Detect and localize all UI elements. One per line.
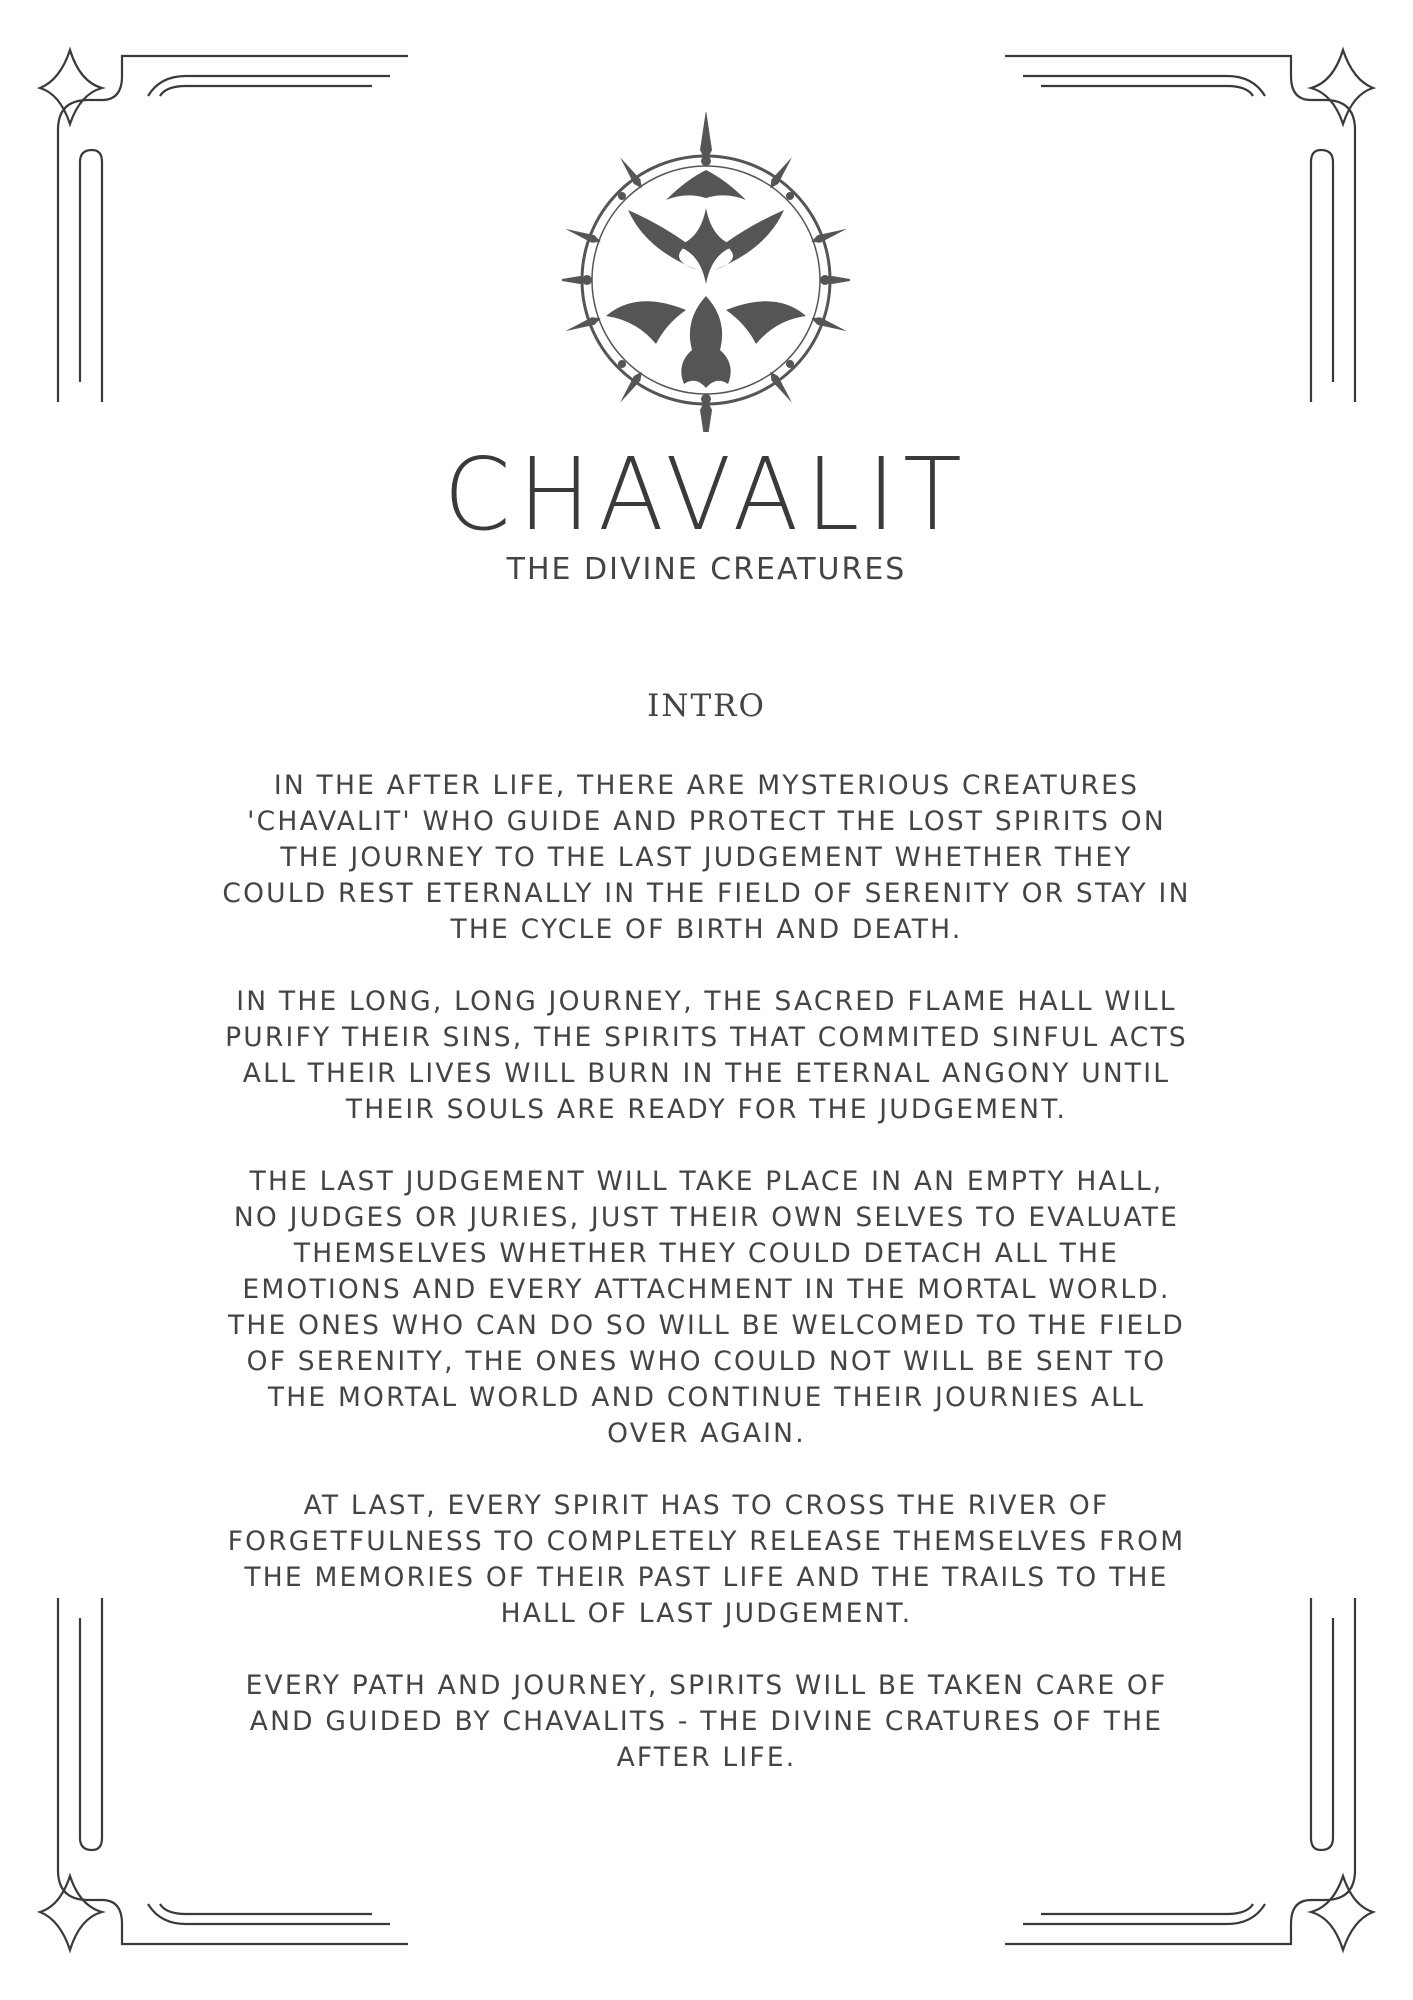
text-line: AND GUIDED BY CHAVALITS - THE DIVINE CRATURES OF THE <box>249 1706 1164 1737</box>
brand-subtitle: THE DIVINE CREATURES <box>506 552 907 587</box>
paragraph <box>150 984 1263 1128</box>
text-line: THE MEMORIES OF THEIR PAST LIFE AND THE TRAILS TO THE <box>244 1562 1169 1593</box>
paragraph <box>150 768 1263 948</box>
text-line: 'CHAVALIT' WHO GUIDE AND PROTECT THE LOST SPIRITS ON <box>247 806 1166 837</box>
text-line: THEIR SOULS ARE READY FOR THE JUDGEMENT. <box>345 1094 1068 1125</box>
corner-ornament-top-right <box>993 0 1413 420</box>
text-line: THE LAST JUDGEMENT WILL TAKE PLACE IN AN EMPTY HALL, <box>249 1166 1164 1197</box>
text-line: IN THE AFTER LIFE, THERE ARE MYSTERIOUS CREATURES <box>273 770 1140 801</box>
text-line: FORGETFULNESS TO COMPLETELY RELEASE THEMSELVES FROM <box>227 1526 1186 1557</box>
corner-ornament-top-left <box>0 0 420 420</box>
intro-body <box>150 768 1263 1812</box>
text-line: THE MORTAL WORLD AND CONTINUE THEIR JOURNIES ALL <box>267 1382 1146 1413</box>
paragraph <box>150 1668 1263 1776</box>
text-line: COULD REST ETERNALLY IN THE FIELD OF SERENITY OR STAY IN <box>222 878 1191 909</box>
chavalit-emblem-icon <box>562 112 850 432</box>
text-line: EMOTIONS AND EVERY ATTACHMENT IN THE MORTAL WORLD. <box>242 1274 1171 1305</box>
text-line: IN THE LONG, LONG JOURNEY, THE SACRED FLAME HALL WILL <box>236 986 1177 1017</box>
text-line: THE JOURNEY TO THE LAST JUDGEMENT WHETHER THEY <box>280 842 1133 873</box>
text-line: ALL THEIR LIVES WILL BURN IN THE ETERNAL ANGONY UNTIL <box>242 1058 1171 1089</box>
text-line: AT LAST, EVERY SPIRIT HAS TO CROSS THE RIVER OF <box>303 1490 1110 1521</box>
paragraph <box>150 1164 1263 1452</box>
text-line: THE CYCLE OF BIRTH AND DEATH. <box>450 914 963 945</box>
text-line: AFTER LIFE. <box>616 1742 797 1773</box>
text-line: PURIFY THEIR SINS, THE SPIRITS THAT COMMITED SINFUL ACTS <box>225 1022 1188 1053</box>
paragraph <box>150 1488 1263 1632</box>
text-line: HALL OF LAST JUDGEMENT. <box>500 1598 913 1629</box>
text-line: OF SERENITY, THE ONES WHO COULD NOT WILL BE SENT TO <box>246 1346 1167 1377</box>
text-line: THE ONES WHO CAN DO SO WILL BE WELCOMED TO THE FIELD <box>228 1310 1185 1341</box>
brand-title: CHAVALIT <box>443 436 970 553</box>
text-line: NO JUDGES OR JURIES, JUST THEIR OWN SELVES TO EVALUATE <box>233 1202 1180 1233</box>
text-line: OVER AGAIN. <box>607 1418 806 1449</box>
text-line: THEMSELVES WHETHER THEY COULD DETACH ALL THE <box>293 1238 1120 1269</box>
text-line: EVERY PATH AND JOURNEY, SPIRITS WILL BE TAKEN CARE OF <box>245 1670 1168 1701</box>
section-heading: INTRO <box>647 688 766 724</box>
